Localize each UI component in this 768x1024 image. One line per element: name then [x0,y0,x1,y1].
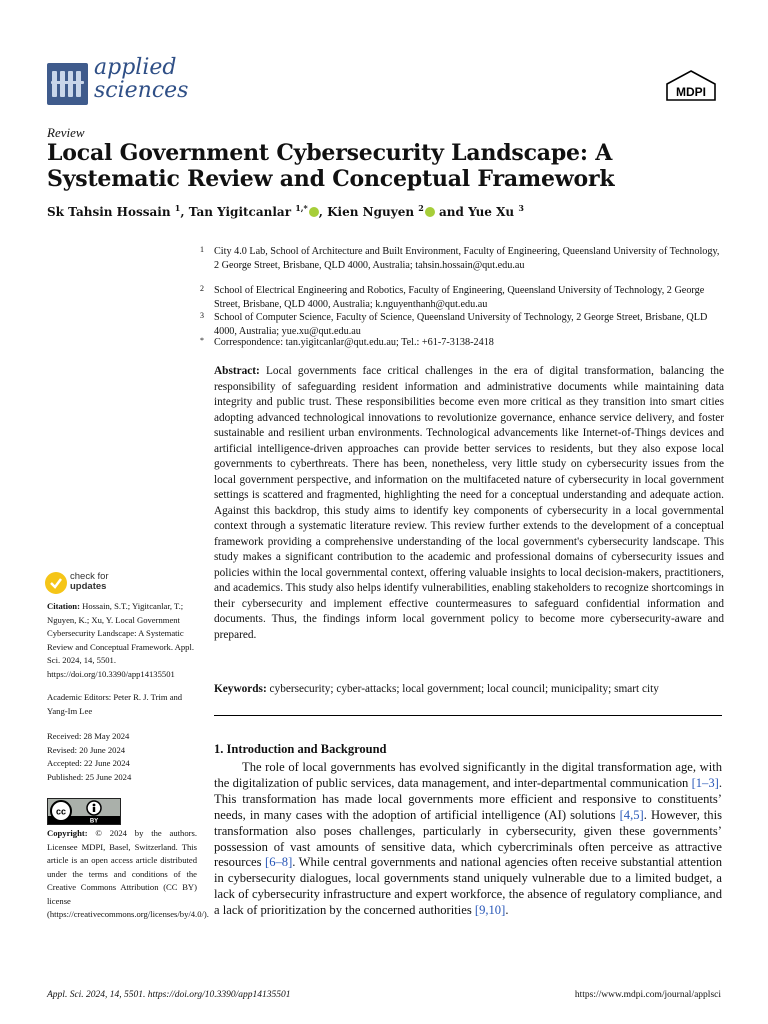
svg-text:cc: cc [55,806,67,817]
footer-citation: Appl. Sci. 2024, 14, 5501. https://doi.org/10.3390/app14135501 [47,990,291,1000]
citation-label: Citation: [47,601,80,611]
revised-date: Revised: 20 June 2024 [47,744,126,755]
abstract-label: Abstract: [214,365,260,377]
author-name[interactable]: Yue Xu $^3$ [468,203,524,219]
orcid-icon[interactable] [425,207,435,217]
check-for-updates-icon[interactable] [45,572,67,594]
academic-editors: Academic Editors: Peter R. J. Trim and Yang-Im Lee [47,692,183,716]
check-for-updates-link[interactable]: check for updates [70,571,109,592]
affiliation-text: City 4.0 Lab, School of Architecture and Built Environment, Faculty of Engineering, Queensland University of Technology, 2 George Street, Brisbane, QLD 4000, Australia; tahsin.hossain@qut.edu.au [214,246,720,271]
keywords-label: Keywords: [214,683,267,695]
citation-link[interactable]: [6–8] [265,855,293,870]
body-text: . However, this transformation also poses challenges, particularly in cybersecurity, given these governments’ possession of vast amounts of sensitive data, which cybercriminals often perceive as attractive resources [214,807,722,870]
copyright-text: © 2024 by the authors. Licensee MDPI, Basel, Switzerland. This article is an open access article distributed under the terms and conditions of the Creative Commons Attribution (CC BY) license (https://creativecommons.org/licenses/by/4.0/). [47,828,209,919]
received-date: Received: 28 May 2024 [47,731,130,741]
abstract [214,364,724,643]
keywords-text: cybersecurity; cyber-attacks; local government; local council; municipality; smart city [269,683,659,695]
affiliation [200,336,726,350]
accepted-date: Accepted: 22 June 2024 [47,758,130,768]
keywords [214,682,724,697]
mdpi-logo-icon [665,70,717,104]
affiliation-text: School of Electrical Engineering and Robotics, Faculty of Engineering, Queensland University of Technology, 2 George Street, Brisbane, QLD 4000, Australia; k.nguyenthanh@qut.edu.au [214,285,705,310]
affiliation [200,245,726,273]
body-text: . While central governments and national agencies often receive substantial attention in cybersecurity dialogues, local governments stand uniquely vulnerable due to a limited budget, a lack of cybersecurity infrastructure and expert workforce, the absence of regulatory compliance, and a lack of prioritization by the concerned authorities [214,855,722,918]
svg-text:BY: BY [89,818,99,824]
dates-block [47,730,197,784]
intro-paragraph [214,760,722,919]
author-name[interactable]: Sk Tahsin Hossain $^1$ [47,203,181,219]
abstract-text: Local governments face critical challenges in the era of digital transformation, balancing the responsibility of safeguarding resident information and administrative documents while maintaining data integrity and public trust. These responsibilities become even more critical as they transition into smart cities adopting advanced technological innovations to revolutionize governance, enhance service delivery, and foster sustainable and resilient urban environments. Technological advancements like Internet-of-Things devices and artificial intelligence-driven approaches can provide better services to residents, but they also expose local governments to cyberthreats. There has been, nonetheless, very little study on cybersecurity issues from the local government perspective, and information on the multifaceted nature of cybersecurity in local government settings is scattered and fragmented, highlighting the need for a conceptual understanding and adequate action. Against this backdrop, this study aims to identify key components of cybersecurity in a local governmental context through a systematic literature review. This review further extends to the development of a conceptual framework providing a comprehensive understanding of the local government's cybersecurity landscape. This study makes a significant contribution to the academic and professional domains of cybersecurity issues and policies within the local governmental context, offering valuable insights to local decision-makers, practitioners, and academics. This study also helps identify vulnerabilities, enabling stakeholders to recognize shortcomings in their cybersecurity and implement effective countermeasures to safeguard confidential information and documents. Thus, the findings inform local government policy to become more cybersecurity-aware and prepared. [214,365,725,641]
affiliation [200,284,726,312]
journal-name: applied sciences [94,55,189,103]
svg-text:MDPI: MDPI [676,85,706,99]
citation-link[interactable]: [9,10] [474,903,506,918]
affiliation [200,311,726,339]
author-name[interactable]: Kien Nguyen $^2$ [327,205,435,219]
journal-url-link[interactable]: https://www.mdpi.com/journal/applsci [574,990,721,1000]
citation-link[interactable]: [4,5] [619,807,644,822]
citation-link[interactable]: [1–3] [691,775,719,790]
affiliation-number: 3 [200,311,204,320]
affiliation-number: 1 [200,245,204,254]
author-affiliation-marker: 3 [518,203,524,213]
cc-by-license-icon[interactable] [47,798,121,825]
affiliation-text: School of Computer Science, Faculty of Science, Queensland University of Technology, 2 George Street, Brisbane, QLD 4000, Australia; yue.xu@qut.edu.au [214,312,708,337]
affiliation-number: 2 [200,284,204,293]
article-type: Review [47,125,85,140]
author-affiliation-marker: 2 [418,203,424,213]
author-affiliation-marker: 1,* [295,203,308,213]
published-date: Published: 25 June 2024 [47,771,132,782]
body-text: . [505,903,509,918]
affiliation-text: Correspondence: tan.yigitcanlar@qut.edu.au; Tel.: +61-7-3138-2418 [214,337,494,348]
journal-logo-icon [47,63,88,105]
copyright-label: Copyright: [47,828,88,838]
citation-text: Hossain, S.T.; Yigitcanlar, T.; Nguyen, K.; Xu, Y. Local Government Cybersecurity Landscape: A Systematic Review and Conceptual Framework. Appl. Sci. 2024, 14, 5501. https://doi.org/10.3390/app14135501 [47,601,195,679]
section-heading: 1. Introduction and Background [214,742,387,756]
affiliation-number: * [200,336,204,345]
copyright-block [47,827,209,922]
orcid-icon[interactable] [309,207,319,217]
page-title: Local Government Cybersecurity Landscape: A Systematic Review and Conceptual Framework [47,140,615,192]
author-name[interactable]: Tan Yigitcanlar $^{1,*}$ [189,205,319,219]
body-text: The role of local governments has evolved significantly in the digital transformation age, with the digitalization of public services, data management, and inter-departmental communication [214,760,722,790]
body-text: . This transformation has made local governments more efficient and responsive to constituents’ needs, in many cases with the adoption of artificial intelligence (AI) solutions [214,775,722,822]
citation-block [47,600,197,681]
author-affiliation-marker: 1 [174,203,181,213]
divider [214,715,722,716]
author-list: Sk Tahsin Hossain $^1$, Tan Yigitcanlar $^{1,*}$ , Kien Nguyen $^2$ and Yue Xu $^3$ [47,203,524,219]
